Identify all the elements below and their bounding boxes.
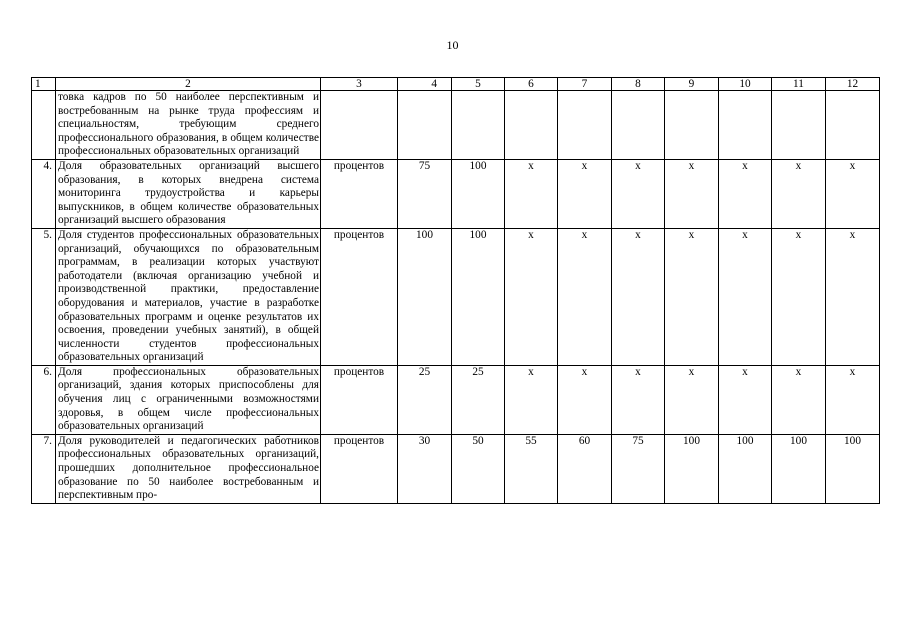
indicators-table xyxy=(31,77,880,504)
value-cell: х xyxy=(826,159,880,228)
value-cell: 30 xyxy=(398,434,452,503)
value-cell: 55 xyxy=(505,434,558,503)
value-cell: 25 xyxy=(452,365,505,434)
header-cell: 9 xyxy=(665,78,719,91)
value-cell: 25 xyxy=(398,365,452,434)
indicator-description: Доля профессиональных образовательных организаций, здания которых приспособлены для обучения лиц с ограниченными возможностями здоровья, в общем числе профессиональных образовательных организаций xyxy=(56,365,321,434)
value-cell xyxy=(452,91,505,160)
value-cell: 100 xyxy=(719,434,772,503)
header-cell: 4 xyxy=(398,78,452,91)
value-cell: х xyxy=(558,228,612,365)
value-cell: 100 xyxy=(452,228,505,365)
value-cell: х xyxy=(505,228,558,365)
value-cell xyxy=(505,91,558,160)
value-cell: х xyxy=(665,159,719,228)
value-cell: 100 xyxy=(665,434,719,503)
table-row xyxy=(32,91,880,160)
header-cell: 6 xyxy=(505,78,558,91)
value-cell: х xyxy=(558,159,612,228)
value-cell xyxy=(558,91,612,160)
row-number: 6. xyxy=(32,365,56,434)
value-cell: х xyxy=(719,228,772,365)
value-cell: х xyxy=(665,365,719,434)
value-cell xyxy=(398,91,452,160)
unit-cell: процентов xyxy=(321,159,398,228)
header-cell: 5 xyxy=(452,78,505,91)
header-cell: 1 xyxy=(32,78,56,91)
table-row xyxy=(32,434,880,503)
table-row xyxy=(32,159,880,228)
table-row xyxy=(32,228,880,365)
value-cell xyxy=(612,91,665,160)
header-cell: 12 xyxy=(826,78,880,91)
value-cell: х xyxy=(826,365,880,434)
header-row xyxy=(32,78,880,91)
value-cell: 75 xyxy=(612,434,665,503)
value-cell: х xyxy=(826,228,880,365)
table-row xyxy=(32,365,880,434)
indicator-description: Доля студентов профессиональных образовательных организаций, обучающихся по образовательным программам, в реализации которых участвуют работодатели (включая организацию учебной и производственной практики, предоставление оборудования и материалов, участие в разработке образовательных программ и оценке результатов их освоения, проведении учебных занятий), в общей численности студентов профессиональных образовательных организаций xyxy=(56,228,321,365)
row-number: 7. xyxy=(32,434,56,503)
value-cell: х xyxy=(719,159,772,228)
indicator-description: Доля образовательных организаций высшего образования, в которых внедрена система мониторинга трудоустройства и карьеры выпускников, в общем количестве образовательных организаций высшего образования xyxy=(56,159,321,228)
value-cell: х xyxy=(612,159,665,228)
value-cell: х xyxy=(505,159,558,228)
row-number xyxy=(32,91,56,160)
header-cell: 11 xyxy=(772,78,826,91)
unit-cell xyxy=(321,91,398,160)
value-cell: х xyxy=(505,365,558,434)
header-cell: 3 xyxy=(321,78,398,91)
value-cell xyxy=(719,91,772,160)
unit-cell: процентов xyxy=(321,365,398,434)
value-cell: 50 xyxy=(452,434,505,503)
header-cell: 2 xyxy=(56,78,321,91)
value-cell: 100 xyxy=(398,228,452,365)
indicator-description: товка кадров по 50 наиболее перспективным и востребованным на рынке труда профессиям и специальностям, требующим среднего профессионального образования, в общем количестве профессиональных образовательных организаций xyxy=(56,91,321,160)
value-cell: х xyxy=(772,159,826,228)
value-cell: х xyxy=(772,228,826,365)
value-cell xyxy=(772,91,826,160)
unit-cell: процентов xyxy=(321,228,398,365)
header-cell: 7 xyxy=(558,78,612,91)
value-cell: 60 xyxy=(558,434,612,503)
row-number: 4. xyxy=(32,159,56,228)
value-cell: 100 xyxy=(452,159,505,228)
header-cell: 8 xyxy=(612,78,665,91)
value-cell: 100 xyxy=(826,434,880,503)
value-cell: 75 xyxy=(398,159,452,228)
page-number: 10 xyxy=(446,38,459,52)
unit-cell: процентов xyxy=(321,434,398,503)
row-number: 5. xyxy=(32,228,56,365)
value-cell: х xyxy=(719,365,772,434)
indicator-description: Доля руководителей и педагогических работников профессиональных образовательных организаций, прошедших дополнительное профессиональное образование по 50 наиболее востребованным и перспективным про- xyxy=(56,434,321,503)
value-cell xyxy=(826,91,880,160)
header-cell: 10 xyxy=(719,78,772,91)
value-cell: х xyxy=(558,365,612,434)
value-cell: х xyxy=(612,365,665,434)
value-cell: х xyxy=(665,228,719,365)
value-cell: х xyxy=(612,228,665,365)
value-cell: х xyxy=(772,365,826,434)
value-cell xyxy=(665,91,719,160)
value-cell: 100 xyxy=(772,434,826,503)
